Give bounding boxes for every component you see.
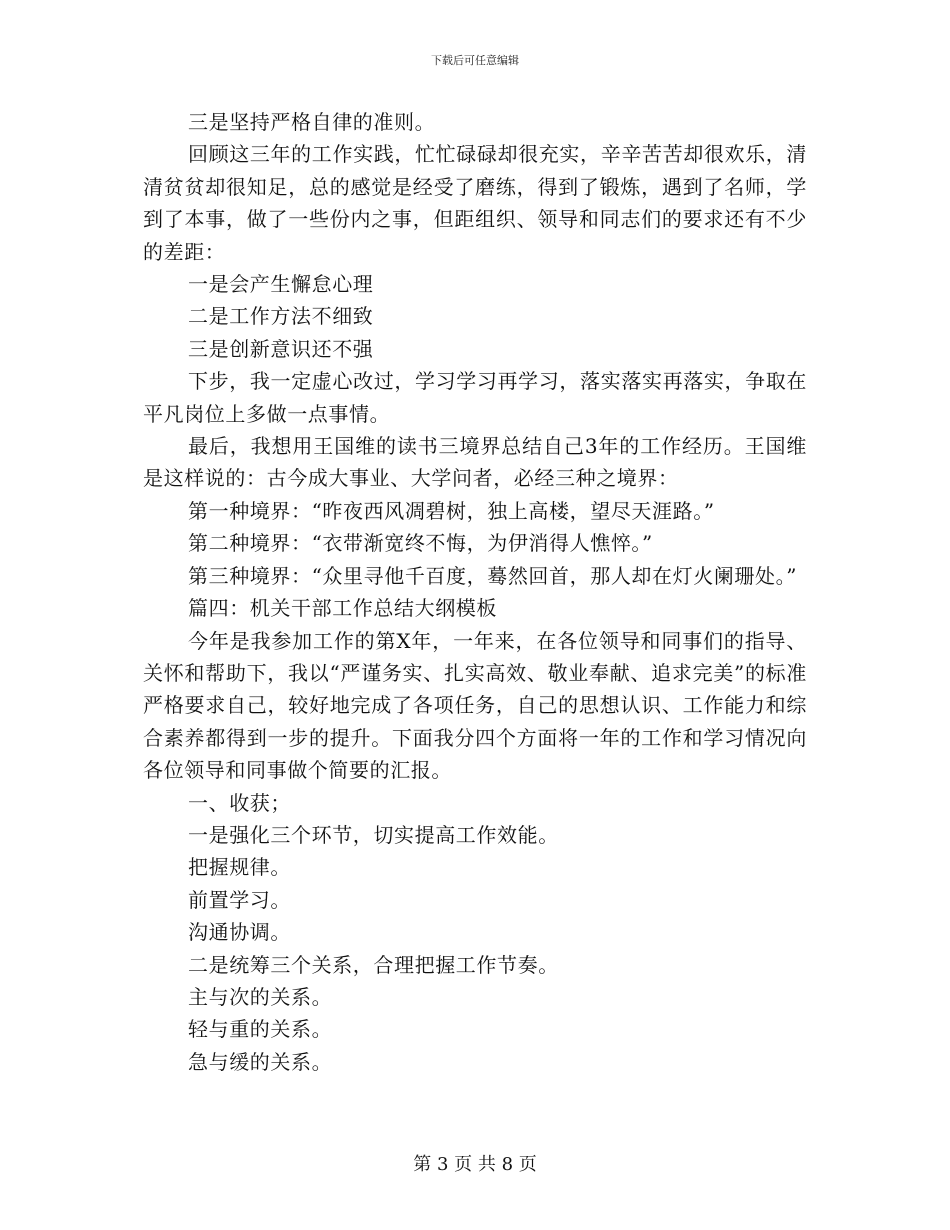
list-item: 急与缓的关系。 [188,1049,333,1074]
quote-line: 第一种境界：“昨夜西风凋碧树，独上高楼，望尽天涯路。” [188,498,715,523]
section-title: 篇四：机关干部工作总结大纲模板 [188,596,497,621]
page-footer [0,1154,950,1176]
list-item: 轻与重的关系。 [188,1017,333,1042]
quote-line: 第二种境界：“衣带渐宽终不悔，为伊消得人憔悴。” [188,531,653,556]
quote-line: 第三种境界：“众里寻他千百度，蓦然回首，那人却在灯火阑珊处。” [188,563,798,588]
paragraph: 今年是我参加工作的第X年，一年来，在各位领导和同事们的指导、关怀和帮助下，我以“严谨务实、扎实高效、敬业奉献、追求完美”的标准严格要求自己，较好地完成了各项任务，自己的思想认识、工作能力和综合素养都得到一步的提升。下面我分四个方面将一年的工作和学习情况向各位领导和同事做个简要的汇报。 [143,628,807,783]
list-item: 一是强化三个环节，切实提高工作效能。 [188,822,559,847]
paragraph: 回顾这三年的工作实践，忙忙碌碌却很充实，辛辛苦苦却很欢乐，清清贫贫却很知足，总的感觉是经受了磨练，得到了锻炼，遇到了名师，学到了本事，做了一些份内之事，但距组织、领导和同志们的要求还有不少的差距： [143,142,807,264]
list-item: 一是会产生懈怠心理 [188,272,374,297]
paragraph: 下步，我一定虚心改过，学习学习再学习，落实落实再落实，争取在平凡岗位上多做一点事情。 [143,369,807,426]
list-item: 主与次的关系。 [188,984,333,1009]
list-item: 前置学习。 [188,887,291,912]
list-item: 把握规律。 [188,855,291,880]
list-heading: 一、收获； [188,790,291,815]
paragraph: 最后，我想用王国维的读书三境界总结自己3年的工作经历。王国维是这样说的：古今成大事业、大学问者，必经三种之境界： [143,434,807,491]
page-number-label: 第 3 页 共 8 页 [413,1154,537,1175]
list-item: 二是工作方法不细致 [188,304,374,329]
page-header: 下载后可任意编辑 [431,54,519,67]
paragraph: 三是坚持严格自律的准则。 [188,110,436,134]
list-item: 沟通协调。 [188,920,291,945]
list-item: 二是统筹三个关系，合理把握工作节奏。 [188,952,559,977]
list-item: 三是创新意识还不强 [188,336,374,361]
document-body [143,106,807,1078]
